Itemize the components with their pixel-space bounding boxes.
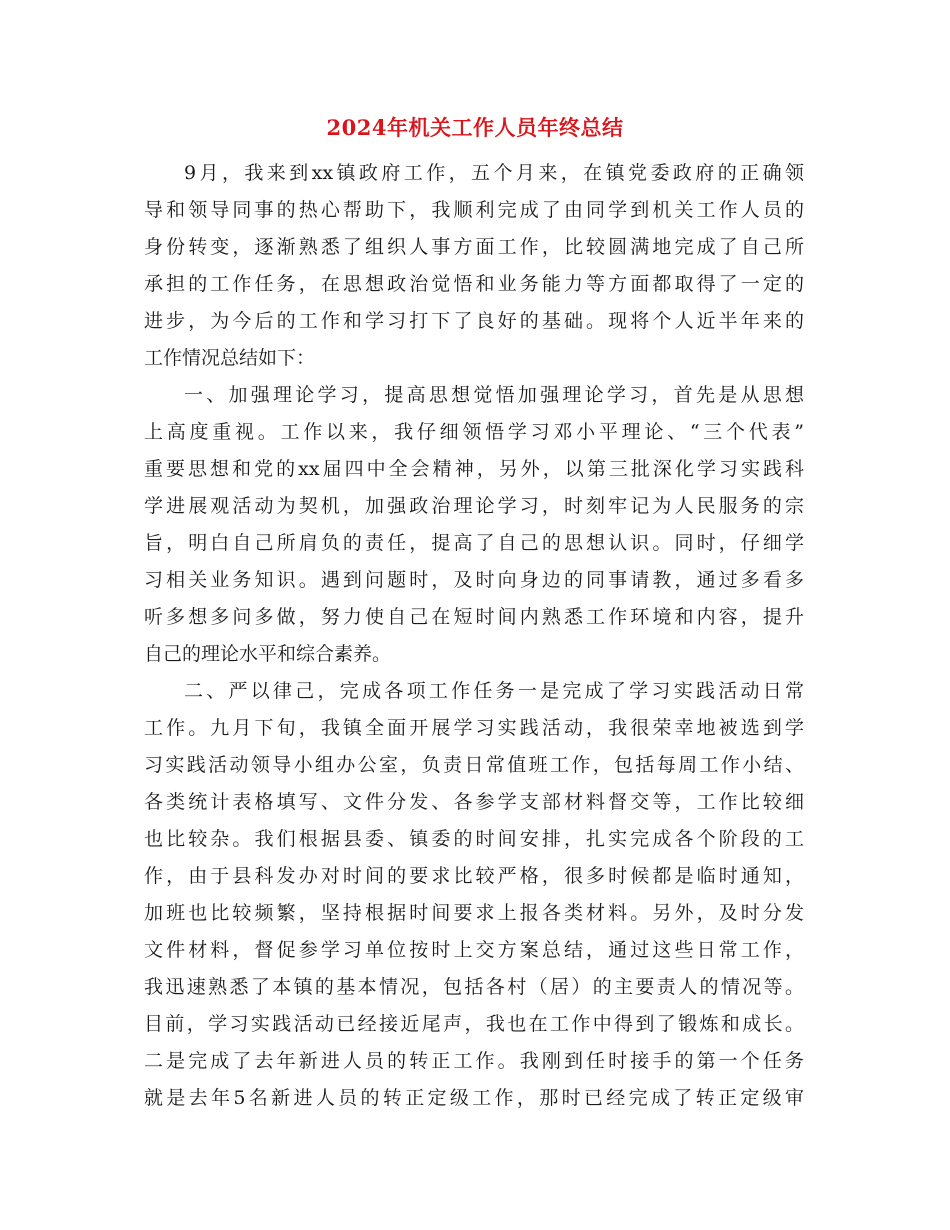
text-line: 进步，为今后的工作和学习打下了良好的基础。现将个人近半年来的: [144, 310, 804, 332]
text-line: 学进展观活动为契机，加强政治理论学习，时刻牢记为人民服务的宗: [144, 495, 804, 517]
text-line: 也比较杂。我们根据县委、镇委的时间安排，扎实完成各个阶段的工: [144, 828, 804, 850]
text-line: 工作。九月下旬，我镇全面开展学习实践活动，我很荣幸地被选到学: [144, 717, 804, 739]
text-line: 旨，明白自己所肩负的责任，提高了自己的思想认识。同时，仔细学: [144, 532, 804, 554]
text-line: 文件材料，督促参学习单位按时上交方案总结，通过这些日常工作，: [144, 939, 804, 961]
text-line: 二是完成了去年新进人员的转正工作。我刚到任时接手的第一个任务: [144, 1050, 804, 1072]
text-line: 9月，我来到xx镇政府工作，五个月来，在镇党委政府的正确领: [184, 162, 804, 184]
text-line: 一、加强理论学习，提高思想觉悟加强理论学习，首先是从思想: [184, 384, 804, 406]
text-line: 二、严以律己，完成各项工作任务一是完成了学习实践活动日常: [184, 680, 804, 702]
text-line: 作，由于县科发办对时间的要求比较严格，很多时候都是临时通知，: [144, 865, 804, 887]
text-line: 工作情况总结如下：: [144, 347, 316, 369]
text-line: 目前，学习实践活动已经接近尾声，我也在工作中得到了锻炼和成长。: [144, 1013, 804, 1035]
text-line: 身份转变，逐渐熟悉了组织人事方面工作，比较圆满地完成了自己所: [144, 236, 804, 258]
text-line: 习实践活动领导小组办公室，负责日常值班工作，包括每周工作小结、: [144, 754, 804, 776]
text-line: 承担的工作任务，在思想政治觉悟和业务能力等方面都取得了一定的: [144, 273, 804, 295]
text-line: 就是去年5名新进人员的转正定级工作，那时已经完成了转正定级审: [144, 1087, 804, 1109]
text-line: 上高度重视。工作以来，我仔细领悟学习邓小平理论、“三个代表”: [144, 421, 804, 443]
text-line: 习相关业务知识。遇到问题时，及时向身边的同事请教，通过多看多: [144, 569, 804, 591]
text-line: 我迅速熟悉了本镇的基本情况，包括各村（居）的主要责人的情况等。: [144, 976, 804, 998]
text-line: 自己的理论水平和综合素养。: [144, 643, 392, 665]
text-line: 听多想多问多做，努力使自己在短时间内熟悉工作环境和内容，提升: [144, 606, 804, 628]
text-line: 导和领导同事的热心帮助下，我顺利完成了由同学到机关工作人员的: [144, 199, 804, 221]
text-line: 各类统计表格填写、文件分发、各参学支部材料督交等，工作比较细: [144, 791, 804, 813]
text-line: 重要思想和党的xx届四中全会精神，另外，以第三批深化学习实践科: [144, 458, 804, 480]
document-title: 2024年机关工作人员年终总结: [326, 115, 624, 140]
text-line: 加班也比较频繁，坚持根据时间要求上报各类材料。另外，及时分发: [144, 902, 804, 924]
